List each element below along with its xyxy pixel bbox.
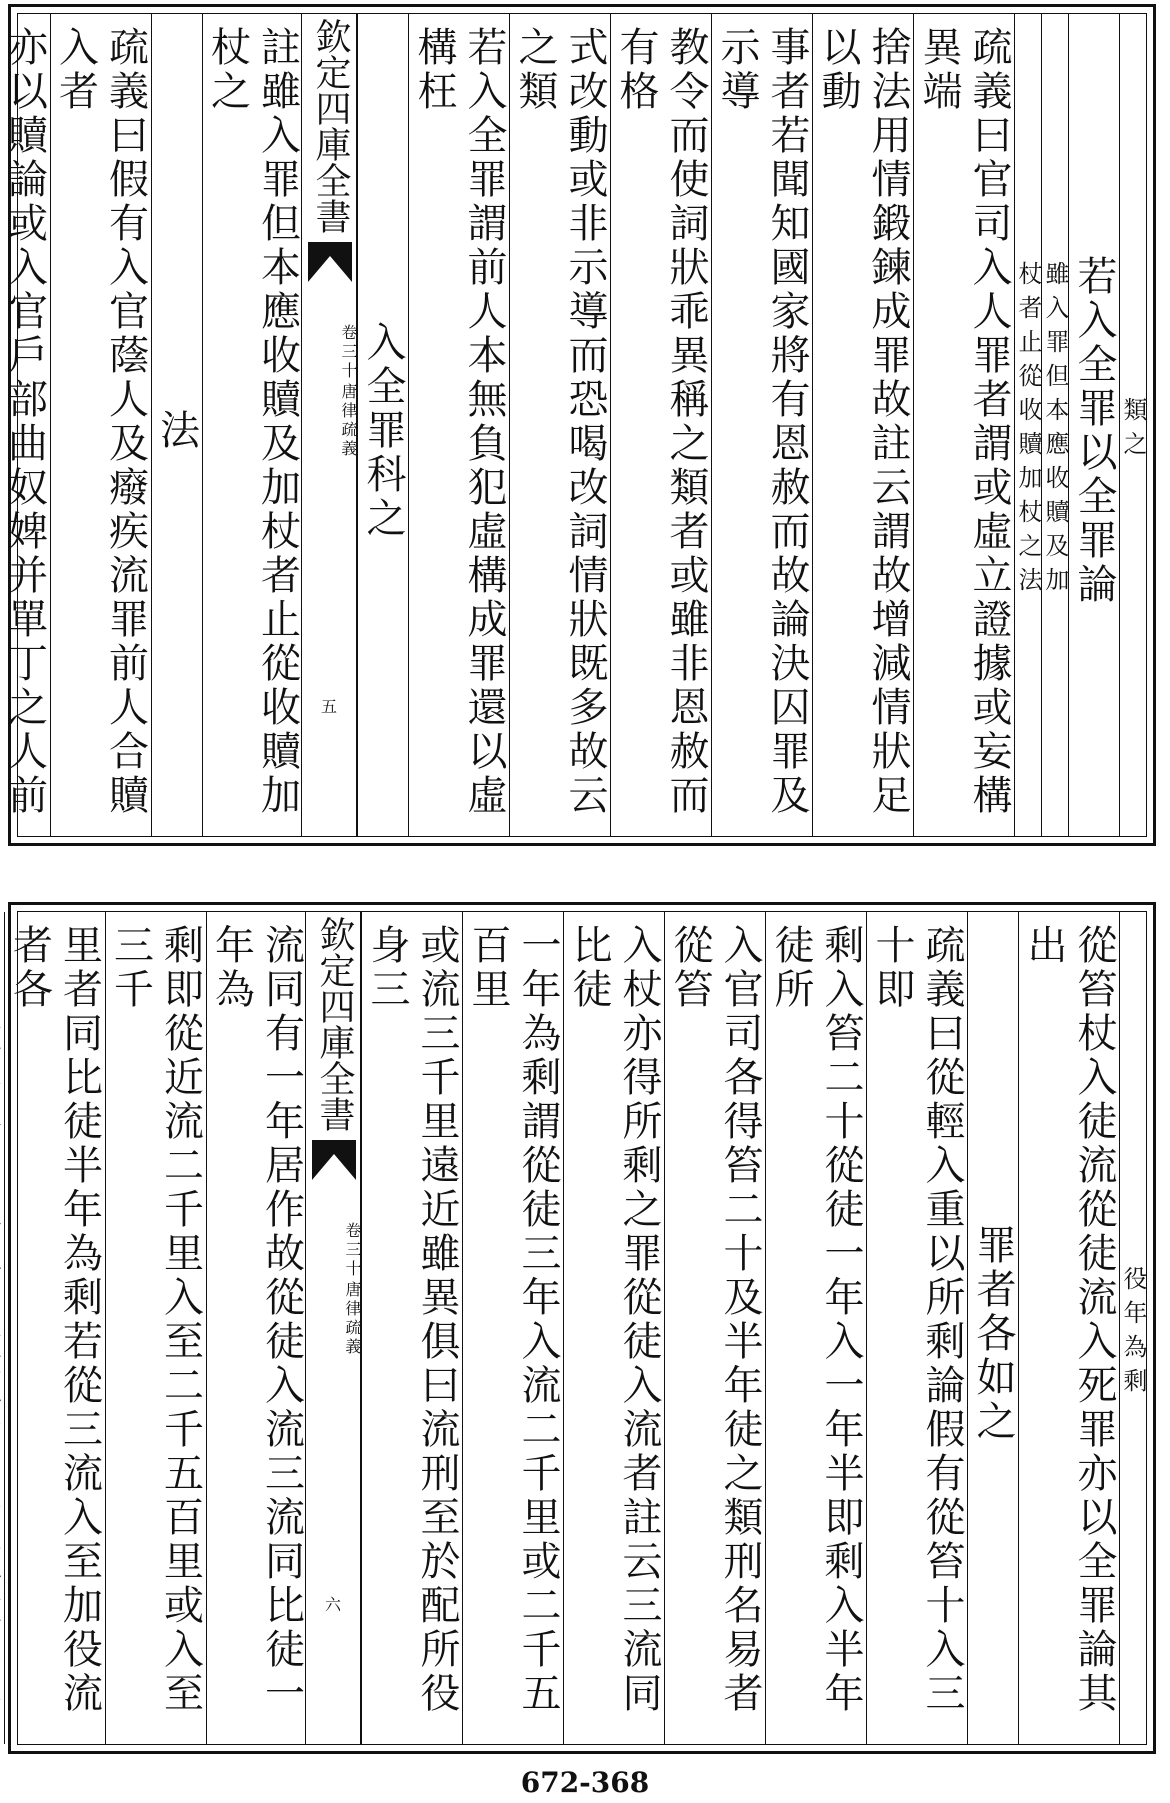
column-note: 雖入罪但本應 [1041,261,1069,465]
text-column-14: 疏義曰假有入官蔭人及癈疾流罪前人合贖入者 [50,14,151,836]
column-note: 杖者止從收贖 [1014,261,1042,465]
book-name-block [302,324,356,459]
text-column-1 [1119,912,1146,1744]
volume-label: 卷三十 [343,1222,362,1279]
text-frame [1,13,1147,837]
column-note: 類之 [1119,397,1147,465]
text-column-5: 剩入笞二十從徒一年入一年半即剩入半年徒所 [765,912,866,1744]
running-title: 欽定四庫全書 [310,18,351,234]
page-footer-number: 672-368 [520,1766,650,1799]
text-column-10: 若入全罪謂前人本無負犯虛構成罪還以虛構枉 [408,14,509,836]
text-frame [6,911,1147,1745]
column-text: 從笞杖入徒流從徒流入死罪亦以全罪論其出 [1021,924,1117,1716]
text-column-5: 疏義曰官司入人罪者謂或虛立證據或妄構異端 [913,14,1014,836]
text-column-8: 教令而使詞狀乖異稱之類者或雖非恩赦而有格 [610,14,711,836]
text-column-1 [1119,14,1146,836]
center-gutter [301,14,357,836]
text-column-12: 里者同比徒半年為剩若從三流入至加役流者各 [4,912,105,1744]
text-column-6: 捨法用情鍛鍊成罪故註云謂故增減情狀足以動 [812,14,913,836]
column-text: 若入全罪以全罪論 [1071,255,1117,607]
book-name: 唐律疏義 [339,383,358,459]
column-note: 收贖及加 [1041,465,1069,601]
column-note: 役年為剩 [1119,1266,1147,1402]
text-column-4 [1014,14,1041,836]
text-column-11: 入全罪科之 [357,14,408,836]
text-column-6: 入官司各得笞二十及半年徒之類刑名易者從笞 [664,912,765,1744]
text-column-4: 疏義曰從輕入重以所剩論假有從笞十入三十即 [866,912,967,1744]
text-column-8: 一年為剩謂從徒三年入流二千里或二千五百里 [462,912,563,1744]
column-note: 加杖之法 [1014,465,1042,601]
text-column-7: 入杖亦得所剩之罪從徒入流者註云三流同比徒 [563,912,664,1744]
page-folio-6 [8,902,1156,1754]
text-column-9: 式改動或非示導而恐喝改詞情狀既多故云之類 [509,14,610,836]
fishtail-ornament-icon [308,242,352,282]
book-name: 唐律疏義 [343,1281,362,1357]
text-column-7: 事者若聞知國家將有恩赦而故論決囚罪及示導 [711,14,812,836]
text-column-3: 罪者各如之 [967,912,1018,1744]
center-gutter [305,912,361,1744]
fishtail-ornament-icon [312,1140,356,1180]
page-folio-5 [1,4,1156,846]
text-column-15: 亦以贖論或入官戶部曲奴婢并單丁之人前 [0,14,50,836]
text-column-13: 法 [151,14,202,836]
text-column-10: 流同有一年居作故從徒入流三流同比徒一年為 [206,912,307,1744]
book-name-block [306,1222,360,1357]
text-column-12: 註雖入罪但本應收贖及加杖者止從收贖加杖之 [202,14,303,836]
text-column-2 [1068,14,1119,836]
running-title: 欽定四庫全書 [314,916,355,1132]
text-column-2 [1018,912,1119,1744]
text-column-3 [1041,14,1068,836]
text-column-9: 或流三千里遠近雖異俱曰流刑至於配所役身三 [361,912,462,1744]
folio-number: 五 [320,697,337,716]
text-column-11: 剩即從近流二千里入至二千五百里或入至三千 [105,912,206,1744]
volume-label: 卷三十 [339,324,358,381]
folio-number: 六 [324,1595,341,1614]
